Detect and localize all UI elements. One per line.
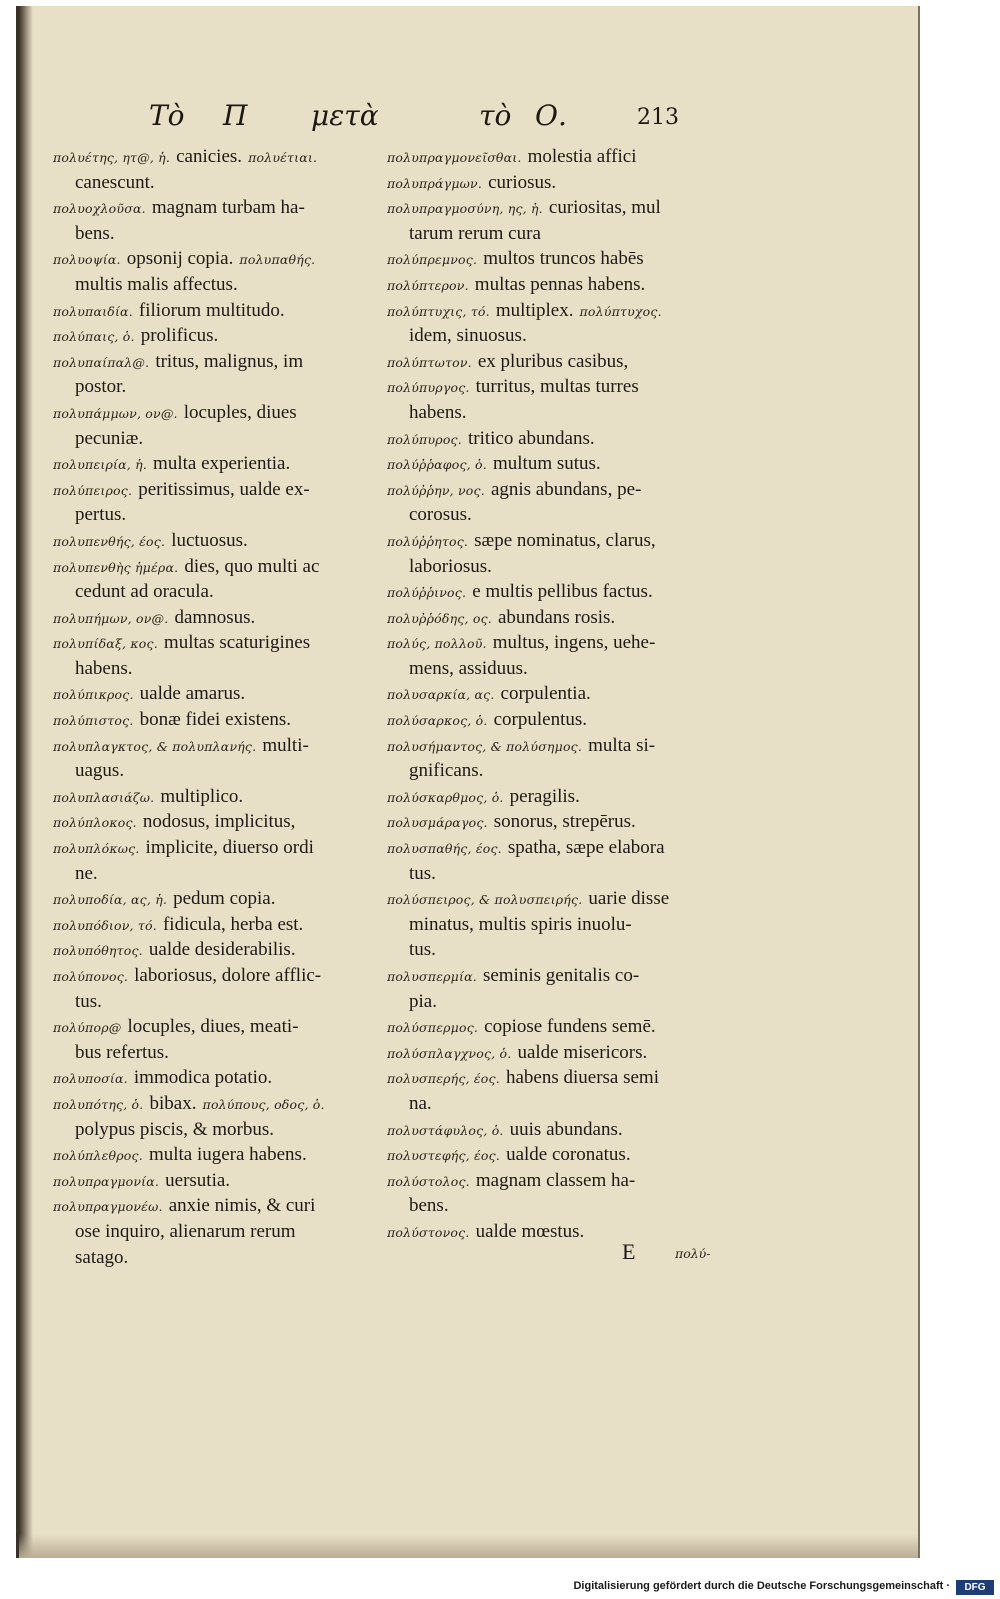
greek-headword: πολύπιστος. xyxy=(53,713,134,729)
dictionary-line xyxy=(53,989,393,1015)
latin-gloss: pia. xyxy=(409,990,437,1012)
greek-headword: πολυέτιαι. xyxy=(248,150,318,165)
dictionary-line xyxy=(53,707,393,733)
latin-gloss: peragilis. xyxy=(509,785,580,807)
latin-gloss: curiosus. xyxy=(488,171,557,193)
signature-mark: E xyxy=(622,1239,636,1264)
dictionary-line xyxy=(53,630,393,656)
greek-headword: πολυπενθὴς ἡμέρα. xyxy=(53,559,179,575)
latin-gloss: bus refertus. xyxy=(75,1041,169,1063)
latin-gloss: sonorus, strepērus. xyxy=(493,811,636,833)
latin-gloss: ualde desiderabilis. xyxy=(148,939,296,961)
latin-gloss: corpulentia. xyxy=(500,683,591,705)
greek-headword: πολυπαίπαλ@. xyxy=(53,354,150,370)
latin-gloss: uuis abundans. xyxy=(509,1118,623,1140)
latin-gloss: ne. xyxy=(75,862,98,884)
dfg-logo: DFG xyxy=(956,1580,994,1595)
dictionary-line xyxy=(53,400,393,426)
greek-headword: πολυπόδιον, τό. xyxy=(53,917,157,933)
dictionary-line xyxy=(53,349,393,375)
dictionary-line xyxy=(387,1219,727,1245)
latin-gloss: multi- xyxy=(262,734,309,756)
greek-headword: πολυπλασιάζω. xyxy=(53,789,155,805)
catchword: πολύ- xyxy=(675,1246,711,1261)
latin-gloss: locuples, diues, meati- xyxy=(127,1016,299,1038)
greek-headword: πολυποδία, ας, ἡ. xyxy=(53,892,168,908)
dictionary-line xyxy=(387,835,727,861)
latin-gloss: uagus. xyxy=(75,760,125,782)
greek-headword: πολυποσία. xyxy=(53,1071,128,1087)
latin-gloss: ualde misericors. xyxy=(517,1041,648,1063)
dictionary-line xyxy=(387,349,727,375)
greek-headword: πολύῤῥητος. xyxy=(387,533,469,549)
latin-gloss: spatha, sæpe elabora xyxy=(507,837,665,859)
latin-gloss: satago. xyxy=(75,1246,129,1268)
dictionary-line xyxy=(387,989,727,1015)
footer-bar xyxy=(0,1578,1000,1599)
greek-headword: πολύπυργος. xyxy=(387,380,470,396)
latin-gloss: idem, sinuosus. xyxy=(409,325,527,347)
dictionary-line xyxy=(387,298,727,324)
latin-gloss: pedum copia. xyxy=(173,888,276,910)
latin-gloss: canicies. xyxy=(176,146,243,167)
greek-headword: πολυέτης, ητ@, ἡ. xyxy=(53,150,171,165)
footer-credit: Digitalisierung gefördert durch die Deutsche Forschungsgemeinschaft · xyxy=(573,1580,950,1592)
latin-gloss: nodosus, implicitus, xyxy=(142,811,296,833)
dictionary-line xyxy=(53,451,393,477)
dictionary-line xyxy=(53,426,393,452)
latin-gloss: habens diuersa semi xyxy=(505,1067,659,1089)
dictionary-line xyxy=(53,170,393,196)
latin-gloss: anxie nimis, & curi xyxy=(168,1195,316,1217)
latin-gloss: postor. xyxy=(75,376,127,398)
latin-gloss: magnam turbam ha- xyxy=(151,197,305,219)
latin-gloss: pertus. xyxy=(75,504,127,526)
dictionary-line xyxy=(387,221,727,247)
greek-headword: πολυπαιδία. xyxy=(53,303,133,319)
dictionary-line xyxy=(387,1014,727,1040)
book-page xyxy=(16,6,920,1558)
dictionary-line xyxy=(53,656,393,682)
latin-gloss: minatus, multis spiris inuolu- xyxy=(409,913,632,935)
latin-gloss: na. xyxy=(409,1092,432,1114)
dictionary-line xyxy=(53,1219,393,1245)
greek-headword: πολυσπαθής, έος. xyxy=(387,841,502,857)
greek-headword: πολυοψία. xyxy=(53,252,121,268)
latin-gloss: ex pluribus casibus, xyxy=(477,350,629,372)
greek-headword: πολύσαρκος, ὁ. xyxy=(387,713,488,729)
latin-gloss: filiorum multitudo. xyxy=(138,299,285,321)
greek-headword: πολυπραγμονεῖσθαι. xyxy=(387,150,522,165)
dictionary-line xyxy=(53,784,393,810)
latin-gloss: canescunt. xyxy=(75,171,155,193)
latin-gloss: corosus. xyxy=(409,504,472,526)
latin-gloss: ualde mœstus. xyxy=(475,1220,585,1242)
dictionary-line xyxy=(53,528,393,554)
greek-headword: πολυπραγμοσύνη, ης, ἡ. xyxy=(387,201,543,217)
dictionary-line xyxy=(387,963,727,989)
latin-gloss: multa experientia. xyxy=(153,453,291,475)
greek-headword: πολυσπερής, έος. xyxy=(387,1071,500,1087)
dictionary-line xyxy=(387,605,727,631)
dictionary-line xyxy=(53,1117,393,1143)
running-head-right-letter: Ο. xyxy=(535,99,567,132)
dictionary-line xyxy=(387,528,727,554)
dictionary-line xyxy=(387,170,727,196)
greek-headword: πολύπτερον. xyxy=(387,277,469,293)
dictionary-line xyxy=(387,579,727,605)
greek-headword: πολύῤῥαφος, ὁ. xyxy=(387,457,487,473)
latin-gloss: tritus, malignus, im xyxy=(155,350,304,372)
dictionary-line xyxy=(53,681,393,707)
greek-headword: πολυπραγμονία. xyxy=(53,1173,160,1189)
right-column xyxy=(387,144,727,1245)
greek-headword: πολύῤῥινος. xyxy=(387,585,467,601)
latin-gloss: abundans rosis. xyxy=(498,606,616,628)
running-head-middle-word: μετὰ xyxy=(311,99,379,132)
latin-gloss: gnificans. xyxy=(409,760,484,782)
dictionary-line xyxy=(53,963,393,989)
latin-gloss: bens. xyxy=(75,222,115,244)
latin-gloss: peritissimus, ualde ex- xyxy=(138,478,310,500)
latin-gloss: opsonij copia. xyxy=(126,248,234,270)
latin-gloss: multas pennas habens. xyxy=(474,273,646,295)
greek-headword: πολυσμάραγος. xyxy=(387,815,488,831)
latin-gloss: polypus piscis, & morbus. xyxy=(75,1118,274,1140)
dictionary-line xyxy=(53,298,393,324)
dictionary-line xyxy=(53,1142,393,1168)
dictionary-line xyxy=(387,144,727,170)
latin-gloss: ose inquiro, alienarum rerum xyxy=(75,1220,296,1242)
greek-headword: πολύσπειρος, & πολυσπειρής. xyxy=(387,892,583,908)
greek-headword: πολυσαρκία, ας. xyxy=(387,687,495,703)
latin-gloss: multum sutus. xyxy=(492,453,601,475)
greek-headword: πολύπειρος. xyxy=(53,482,133,498)
dictionary-line xyxy=(53,605,393,631)
latin-gloss: habens. xyxy=(409,401,467,423)
dictionary-line xyxy=(53,835,393,861)
greek-headword: πολύπτωτον. xyxy=(387,354,472,370)
greek-headword: πολυπόθητος. xyxy=(53,943,143,959)
dictionary-line xyxy=(387,554,727,580)
dictionary-line xyxy=(387,861,727,887)
dictionary-line xyxy=(387,784,727,810)
greek-headword: πολύστονος. xyxy=(387,1224,470,1240)
dictionary-line xyxy=(387,374,727,400)
latin-gloss: turritus, multas turres xyxy=(475,376,639,398)
greek-headword: πολυπράγμων. xyxy=(387,175,483,191)
latin-gloss: tus. xyxy=(75,990,102,1012)
dictionary-line xyxy=(387,1142,727,1168)
latin-gloss: multus, ingens, uehe- xyxy=(492,632,656,654)
greek-headword: πολύπικρος. xyxy=(53,687,134,703)
dictionary-line xyxy=(53,221,393,247)
greek-headword: πολυπλαγκτος, & πολυπλανής. xyxy=(53,738,257,754)
dictionary-line xyxy=(387,477,727,503)
latin-gloss: bens. xyxy=(409,1195,449,1217)
latin-gloss: locuples, diues xyxy=(183,401,297,423)
dictionary-line xyxy=(53,272,393,298)
latin-gloss: immodica potatio. xyxy=(133,1067,273,1089)
greek-headword: πολύπους, οδος, ὁ. xyxy=(202,1096,325,1112)
greek-headword: πολυσήμαντος, & πολύσημος. xyxy=(387,738,583,754)
latin-gloss: sæpe nominatus, clarus, xyxy=(474,529,656,551)
latin-gloss: ualde amarus. xyxy=(139,683,246,705)
latin-gloss: bonæ fidei existens. xyxy=(139,709,292,731)
latin-gloss: seminis genitalis co- xyxy=(482,965,640,986)
dictionary-line xyxy=(387,707,727,733)
dictionary-line xyxy=(53,1168,393,1194)
greek-headword: πολύπαις, ὁ. xyxy=(53,329,135,345)
dictionary-line xyxy=(387,1065,727,1091)
latin-gloss: tus. xyxy=(409,862,436,884)
latin-gloss: magnam classem ha- xyxy=(475,1169,636,1191)
latin-gloss: molestia affici xyxy=(527,146,637,167)
latin-gloss: multiplex. xyxy=(495,299,574,321)
greek-headword: πολύπλεθρος. xyxy=(53,1148,143,1164)
latin-gloss: damnosus. xyxy=(174,606,256,628)
greek-headword: πολυπλόκως. xyxy=(53,841,140,857)
dictionary-line xyxy=(387,733,727,759)
page-gutter xyxy=(19,6,33,1558)
latin-gloss: multos truncos habēs xyxy=(483,248,644,270)
dictionary-line xyxy=(387,1168,727,1194)
dictionary-line xyxy=(53,1193,393,1219)
running-head-left-word: Τὸ xyxy=(149,99,185,132)
greek-headword: πολυπαθής. xyxy=(239,252,316,268)
greek-headword: πολύπυρος. xyxy=(387,431,462,447)
dictionary-line xyxy=(53,374,393,400)
dictionary-line xyxy=(387,272,727,298)
greek-headword: πολυπίδαξ, κος. xyxy=(53,636,158,652)
dictionary-line xyxy=(53,886,393,912)
dictionary-line xyxy=(53,1014,393,1040)
page-bottom-edge xyxy=(19,1534,918,1558)
dictionary-line xyxy=(387,451,727,477)
running-head-letter: Π xyxy=(223,99,248,132)
latin-gloss: fidicula, herba est. xyxy=(162,913,304,935)
dictionary-line xyxy=(53,477,393,503)
greek-headword: πολυστάφυλος, ὁ. xyxy=(387,1122,504,1138)
dictionary-line xyxy=(387,246,727,272)
latin-gloss: cedunt ad oracula. xyxy=(75,581,214,603)
dictionary-line xyxy=(387,886,727,912)
latin-gloss: habens. xyxy=(75,657,133,679)
dictionary-line xyxy=(387,1040,727,1066)
greek-headword: πολύπτυχις, τό. xyxy=(387,303,490,319)
dictionary-line xyxy=(387,1117,727,1143)
greek-headword: πολύπορ@ xyxy=(53,1020,122,1036)
latin-gloss: luctuosus. xyxy=(171,529,248,551)
greek-headword: πολύστολος. xyxy=(387,1173,470,1189)
dictionary-line xyxy=(53,144,393,170)
greek-headword: πολυστεφής, έος. xyxy=(387,1148,501,1164)
latin-gloss: e multis pellibus factus. xyxy=(472,581,653,603)
latin-gloss: tus. xyxy=(409,939,436,961)
dictionary-line xyxy=(53,579,393,605)
greek-headword: πολυπειρία, ἡ. xyxy=(53,457,147,473)
greek-headword: πολυσπερμία. xyxy=(387,969,477,984)
dictionary-line xyxy=(53,246,393,272)
latin-gloss: mens, assiduus. xyxy=(409,657,528,679)
dictionary-line xyxy=(387,323,727,349)
greek-headword: πολυῤῥόδης, ος. xyxy=(387,610,492,626)
latin-gloss: laboriosus, dolore afflic- xyxy=(134,965,322,986)
greek-headword: πολύπλοκος. xyxy=(53,815,137,831)
latin-gloss: corpulentus. xyxy=(493,709,588,731)
dictionary-line xyxy=(53,861,393,887)
latin-gloss: multa iugera habens. xyxy=(148,1144,307,1166)
latin-gloss: multis malis affectus. xyxy=(75,273,238,295)
greek-headword: πολύσπλαγχνος, ὁ. xyxy=(387,1045,512,1061)
latin-gloss: prolificus. xyxy=(140,325,219,347)
latin-gloss: agnis abundans, pe- xyxy=(490,478,642,500)
dictionary-line xyxy=(387,937,727,963)
latin-gloss: uersutia. xyxy=(165,1169,231,1191)
dictionary-line xyxy=(53,758,393,784)
dictionary-line xyxy=(387,1193,727,1219)
dictionary-line xyxy=(387,656,727,682)
dictionary-line xyxy=(387,681,727,707)
greek-headword: πολυπάμμων, ον@. xyxy=(53,405,178,421)
greek-headword: πολύπρεμνος. xyxy=(387,252,478,268)
greek-headword: πολύπτυχος. xyxy=(579,303,662,319)
greek-headword: πολύῤῥην, νος. xyxy=(387,482,485,498)
dictionary-line xyxy=(387,426,727,452)
dictionary-line xyxy=(53,554,393,580)
latin-gloss: uarie disse xyxy=(588,888,670,910)
latin-gloss: tritico abundans. xyxy=(467,427,595,449)
greek-headword: πολύπονος. xyxy=(53,969,129,984)
greek-headword: πολύσκαρθμος, ὁ. xyxy=(387,789,504,805)
greek-headword: πολυπενθής, έος. xyxy=(53,533,166,549)
dictionary-line xyxy=(387,630,727,656)
latin-gloss: curiositas, mul xyxy=(548,197,661,219)
latin-gloss: copiose fundens semē. xyxy=(484,1016,656,1038)
dictionary-line xyxy=(53,912,393,938)
latin-gloss: multas scaturigines xyxy=(163,632,311,654)
dictionary-line xyxy=(53,1245,393,1271)
latin-gloss: ualde coronatus. xyxy=(506,1144,631,1166)
dictionary-line xyxy=(53,1091,393,1117)
dictionary-line xyxy=(387,400,727,426)
dictionary-line xyxy=(387,912,727,938)
latin-gloss: bibax. xyxy=(149,1092,197,1114)
dictionary-line xyxy=(387,758,727,784)
left-column xyxy=(53,144,393,1270)
dictionary-line xyxy=(53,733,393,759)
dictionary-line xyxy=(53,195,393,221)
greek-headword: πολυοχλοῦσα. xyxy=(53,201,146,217)
latin-gloss: dies, quo multi ac xyxy=(184,555,320,577)
dictionary-line xyxy=(387,502,727,528)
dictionary-line xyxy=(53,809,393,835)
dictionary-line xyxy=(53,1040,393,1066)
page-number: 213 xyxy=(637,105,679,130)
dictionary-line xyxy=(53,323,393,349)
greek-headword: πολυπότης, ὁ. xyxy=(53,1096,144,1112)
dictionary-line xyxy=(387,809,727,835)
latin-gloss: implicite, diuerso ordi xyxy=(145,837,314,859)
greek-headword: πολύσπερμος. xyxy=(387,1020,479,1036)
dictionary-line xyxy=(387,195,727,221)
running-head xyxy=(149,99,709,139)
latin-gloss: tarum rerum cura xyxy=(409,222,541,244)
dictionary-line xyxy=(53,502,393,528)
latin-gloss: pecuniæ. xyxy=(75,427,144,449)
dictionary-line xyxy=(53,937,393,963)
dictionary-line xyxy=(53,1065,393,1091)
latin-gloss: laboriosus. xyxy=(409,555,492,577)
running-head-right-word: τὸ xyxy=(479,99,512,132)
latin-gloss: multa si- xyxy=(588,734,656,756)
dictionary-line xyxy=(387,1091,727,1117)
greek-headword: πολυπήμων, ον@. xyxy=(53,610,169,626)
latin-gloss: multiplico. xyxy=(160,785,244,807)
greek-headword: πολύς, πολλοῦ. xyxy=(387,636,487,652)
greek-headword: πολυπραγμονέω. xyxy=(53,1199,163,1215)
